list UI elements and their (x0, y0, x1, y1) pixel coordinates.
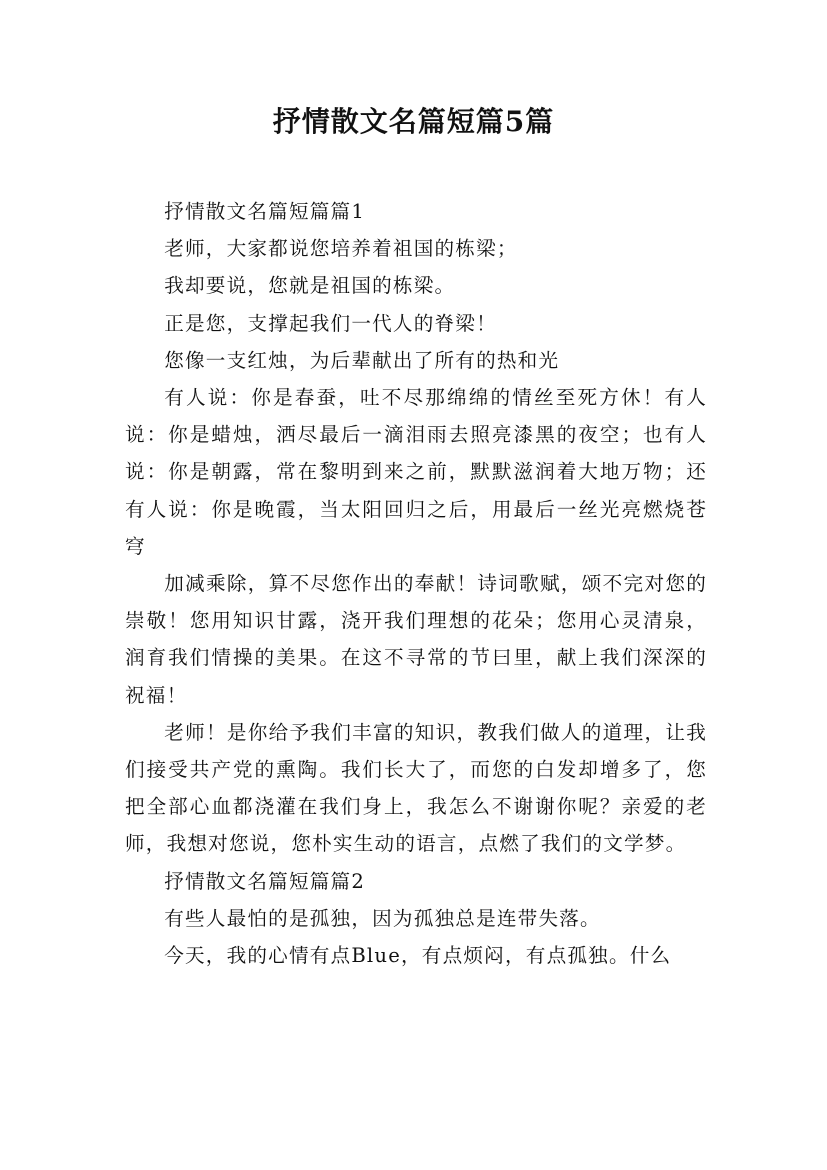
paragraph: 老师！是你给予我们丰富的知识，教我们做人的道理，让我们接受共产党的熏陶。我们长大了，而您的白发却增多了，您把全部心血都浇灌在我们身上，我怎么不谢谢你呢？亲爱的老师，我想对您说，您朴实生动的语言，点燃了我们的文学梦。 (125, 720, 707, 856)
paragraph: 今天，我的心情有点Blue，有点烦闷，有点孤独。什么 (164, 944, 672, 968)
section-heading-1: 抒情散文名篇短篇篇1 (164, 200, 365, 223)
paragraph: 正是您，支撑起我们一代人的脊梁！ (164, 311, 497, 335)
document-title: 抒情散文名篇短篇5篇 (272, 105, 555, 138)
paragraph: 加减乘除，算不尽您作出的奉献！诗词歌赋，颂不完对您的崇敬！您用知识甘露，浇开我们理想的花朵；您用心灵清泉，润育我们情操的美果。在这不寻常的节曰里，献上我们深深的祝福！ (125, 572, 707, 707)
document-body (125, 193, 707, 974)
paragraph: 有人说：你是春蚕，吐不尽那绵绵的情丝至死方休！有人说：你是蜡烛，洒尽最后一滴泪雨去照亮漆黑的夜空；也有人说：你是朝露，常在黎明到来之前，默默滋润着大地万物；还有人说：你是晚霞，当太阳回归之后，用最后一丝光亮燃烧苍穹 (125, 386, 707, 558)
paragraph: 有些人最怕的是孤独，因为孤独总是连带失落。 (164, 906, 601, 930)
paragraph: 老师，大家都说您培养着祖国的栋梁； (164, 237, 518, 261)
paragraph: 我却要说，您就是祖国的栋梁。 (164, 274, 456, 298)
paragraph: 您像一支红烛，为后辈献出了所有的热和光 (164, 348, 560, 372)
section-heading-2: 抒情散文名篇短篇篇2 (164, 869, 365, 893)
